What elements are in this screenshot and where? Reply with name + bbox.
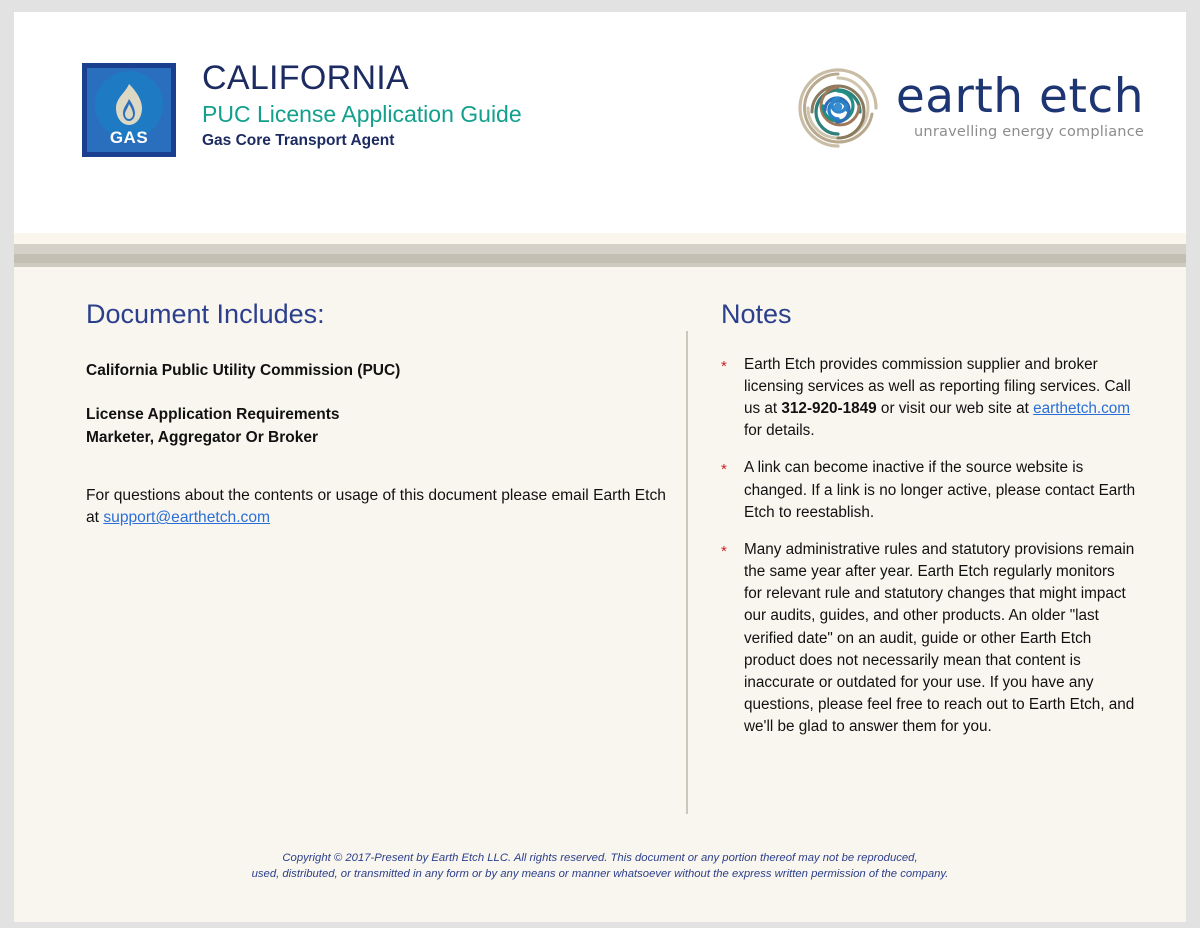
document-includes-heading: Document Includes: (86, 299, 325, 329)
includes-line-2: License Application Requirements (86, 406, 340, 424)
column-divider (686, 331, 688, 814)
gas-badge-inner (87, 68, 171, 152)
document-page (14, 12, 1186, 922)
note-text-part2: or visit our web site at (876, 400, 1034, 418)
note-item (721, 539, 1136, 739)
brand-text (895, 68, 1144, 144)
copyright-footer (14, 850, 1186, 883)
gas-flame-icon (112, 83, 146, 132)
earth-etch-spiral-logo (792, 62, 884, 154)
brand-tagline: unravelling energy compliance (914, 123, 1144, 140)
document-header (14, 12, 1186, 218)
note-item (721, 354, 1136, 443)
gas-badge-label: GAS (109, 128, 149, 147)
notes-section (721, 300, 1136, 753)
includes-line-1: California Public Utility Commission (PUC) (86, 361, 401, 379)
support-email-link[interactable]: support@earthetch.com (103, 509, 270, 527)
note-text-part3: for details. (744, 422, 815, 440)
phone-number: 312-920-1849 (781, 400, 877, 418)
header-divider-band-light (14, 244, 1186, 254)
document-includes-section (86, 300, 666, 529)
note-text: A link can become inactive if the source website is changed. If a link is no longer active, please contact Earth Etch to reestablish. (744, 459, 1136, 521)
page-subtitle: PUC License Application Guide (202, 100, 522, 127)
gas-badge (82, 63, 176, 157)
title-block (82, 60, 522, 157)
brand-logo-block (792, 62, 1144, 154)
document-includes-body (86, 360, 666, 530)
header-divider-band-dark (14, 254, 1186, 263)
page-title: CALIFORNIA (202, 59, 410, 97)
document-body (14, 267, 1186, 922)
header-divider-cream (14, 233, 1186, 244)
contact-intro-text: For questions about the contents or usage of this document please email Earth Etch at (86, 487, 666, 527)
asterisk-icon: * (721, 461, 727, 479)
page-subtitle-secondary: Gas Core Transport Agent (202, 132, 395, 150)
header-divider-white (14, 218, 1186, 233)
includes-line-3: Marketer, Aggregator Or Broker (86, 428, 319, 446)
copyright-line-1: Copyright © 2017-Present by Earth Etch LLC. All rights reserved. This document or any portion thereof may not be reproduced, (282, 852, 918, 864)
note-text-part1: Earth Etch provides commission supplier and broker licensing services as well as reporting filing services. Call us at (744, 355, 1131, 418)
header-titles (202, 60, 522, 152)
notes-list (721, 354, 1136, 739)
asterisk-icon: * (721, 542, 727, 560)
earthetch-website-link[interactable]: earthetch.com (1033, 400, 1131, 418)
note-item (721, 457, 1136, 524)
asterisk-icon: * (721, 357, 727, 375)
brand-name: earth etch (895, 68, 1144, 124)
note-text: Many administrative rules and statutory provisions remain the same year after year. Earth Etch regularly monitors for relevant rule and statutory changes that might impact our audits, guides, and other products. An older "last verified date" on an audit, guide or other Earth Etch product does not necessarily mean that content is inaccurate or outdated for your use. If you have any questions, please feel free to reach out to Earth Etch, and we'll be glad to answer them for you. (744, 540, 1135, 736)
copyright-line-2: used, distributed, or transmitted in any form or by any means or manner whatsoever without the express written permission of the company. (251, 868, 949, 881)
note-text (744, 354, 1136, 443)
contact-paragraph (86, 485, 666, 529)
header-inner (82, 60, 1148, 170)
notes-heading: Notes (721, 299, 792, 329)
